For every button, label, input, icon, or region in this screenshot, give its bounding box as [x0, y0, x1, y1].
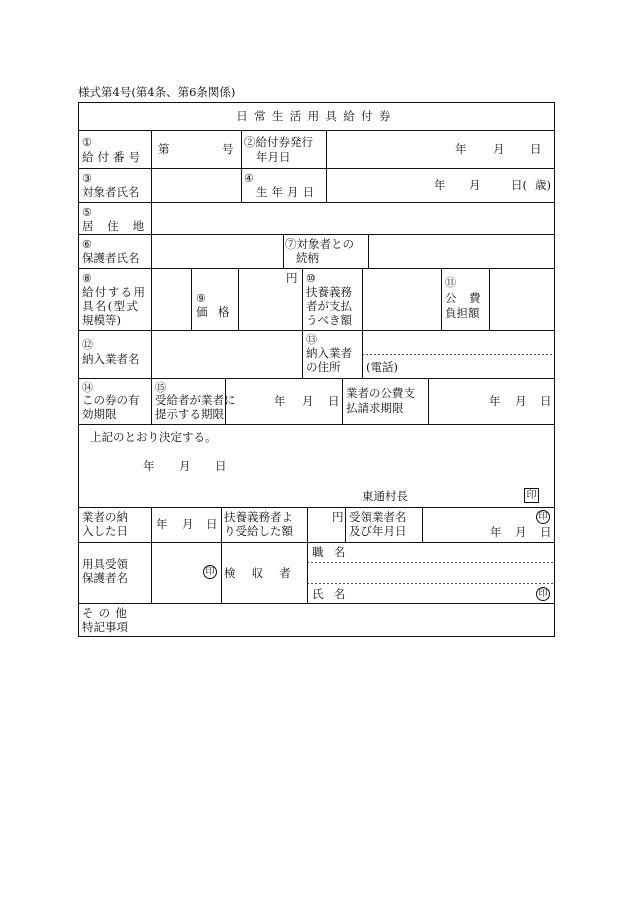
item-number-3: ③ [82, 172, 92, 185]
inspector-name-label: 氏名 [312, 587, 356, 601]
delivery-year: 年 [156, 517, 168, 531]
device-name-label-b: 具名(型式 [82, 299, 140, 313]
issuer-seal-icon: 印 [524, 488, 539, 503]
item-number-12: ⑫ [82, 338, 93, 351]
supplier-address-label-a: 納入業者 [306, 346, 352, 360]
inspector-label: 検収者 [224, 566, 307, 580]
grant-number-dai: 第 [158, 142, 170, 156]
item-number-7: ⑦ [285, 237, 297, 251]
public-claim-deadline-label-b: 払請求期限 [346, 401, 404, 415]
public-claim-deadline-day: 日 [540, 394, 552, 408]
item-number-9: ⑨ [196, 292, 206, 305]
decision-text: 上記のとおり決定する。 [90, 430, 217, 444]
present-deadline-label-b: 提示する期限 [155, 407, 224, 421]
birth-date-label: 生年月日 [256, 185, 319, 199]
obligor-amount-label-b: 者が支払 [306, 299, 352, 313]
item-number-6: ⑥ [82, 238, 92, 251]
item-number-13: ⑬ [306, 333, 317, 346]
obligor-amount-label-a: 扶養義務 [306, 285, 352, 299]
item-number-5: ⑤ [82, 206, 92, 219]
issue-date-label-text: 給付券発行 [255, 135, 313, 149]
item-number-8: ⑧ [82, 272, 92, 285]
delivery-date-label-b: 入した日 [82, 524, 128, 538]
birth-day: 日( [511, 178, 527, 192]
age-label: 歳) [535, 178, 551, 192]
public-burden-label-a: 公費 [445, 291, 494, 305]
grant-number-label: 給付番号 [82, 150, 145, 164]
birth-month: 月 [469, 178, 481, 192]
decision-day: 日 [215, 459, 227, 473]
decision-year: 年 [143, 459, 155, 473]
delivery-day: 日 [206, 517, 218, 531]
issuer-title: 東通村長 [362, 489, 408, 503]
item-number-2: ② [244, 135, 256, 149]
validity-label-a: この券の有 [82, 393, 140, 407]
issue-date-label-a [244, 136, 313, 149]
present-deadline-day: 日 [328, 394, 340, 408]
issue-date-label-b: 年月日 [256, 150, 291, 164]
residence-label: 居住地 [82, 219, 158, 233]
post-label: 職名 [312, 545, 356, 559]
item-number-11: ⑪ [445, 276, 456, 289]
relationship-label-a [285, 238, 354, 251]
birth-year: 年 [434, 178, 446, 192]
item-number-1: ① [82, 136, 92, 149]
public-claim-deadline-month: 月 [515, 394, 527, 408]
decision-month: 月 [179, 459, 191, 473]
remarks-label-a: その他 [82, 606, 133, 620]
device-name-label-a: 給付する用 [82, 285, 147, 299]
subject-name-label: 対象者氏名 [82, 185, 140, 199]
present-deadline-year: 年 [274, 394, 286, 408]
item-number-14: ⑭ [82, 381, 93, 394]
form-caption: 様式第4号(第4条、第6条関係) [78, 85, 236, 99]
price-yen: 円 [286, 271, 298, 285]
receiving-year: 年 [490, 525, 502, 539]
receiving-month: 月 [515, 525, 527, 539]
public-claim-deadline-year: 年 [489, 394, 501, 408]
guardian-seal-icon: 印 [203, 565, 217, 579]
device-name-label-c: 規模等) [82, 313, 121, 327]
supplier-name-label: 納入業者名 [82, 352, 140, 366]
obligor-amount-label-c: うべき額 [306, 313, 352, 327]
public-claim-deadline-label-a: 業者の公費支 [346, 386, 415, 400]
inspector-seal-icon: 印 [536, 587, 550, 601]
delivery-date-label-a: 業者の納 [82, 510, 128, 524]
issue-date-year: 年 [455, 142, 467, 156]
received-amount-label-a: 扶養義務者よ [224, 510, 293, 524]
present-deadline-label-a: 受給者が業者に [155, 393, 236, 407]
received-amount-yen: 円 [332, 510, 344, 524]
remarks-label-b: 特記事項 [82, 620, 128, 634]
issue-date-day: 日 [530, 142, 542, 156]
guardian-name-label: 保護者氏名 [82, 251, 140, 265]
relationship-label-text: 対象者との [296, 237, 354, 251]
receiving-supplier-label-a: 受領業者名 [349, 510, 407, 524]
receiving-day: 日 [540, 525, 552, 539]
voucher-form [78, 102, 555, 637]
present-deadline-month: 月 [302, 394, 314, 408]
grant-number-gou: 号 [222, 142, 234, 156]
supplier-address-label-b: の住所 [306, 360, 341, 374]
received-amount-label-b: り受給した額 [224, 524, 293, 538]
item-number-10: ⑩ [306, 272, 316, 285]
delivery-month: 月 [182, 517, 194, 531]
issue-date-month: 月 [493, 142, 505, 156]
validity-label-b: 効期限 [82, 407, 117, 421]
item-number-4: ④ [244, 172, 254, 185]
receiving-supplier-label-b: 及び年月日 [349, 524, 407, 538]
public-burden-label-b: 負担額 [445, 306, 480, 320]
relationship-label-b: 続柄 [296, 251, 319, 265]
telephone-label: (電話) [366, 360, 398, 374]
recipient-guardian-label-a: 用具受領 [82, 557, 128, 571]
price-label: 価格 [196, 305, 240, 319]
supplier-seal-icon: 印 [536, 510, 550, 524]
form-title: 日常生活用具給付券 [236, 109, 397, 123]
recipient-guardian-label-b: 保護者名 [82, 571, 128, 585]
item-number-15: ⑮ [155, 381, 166, 394]
